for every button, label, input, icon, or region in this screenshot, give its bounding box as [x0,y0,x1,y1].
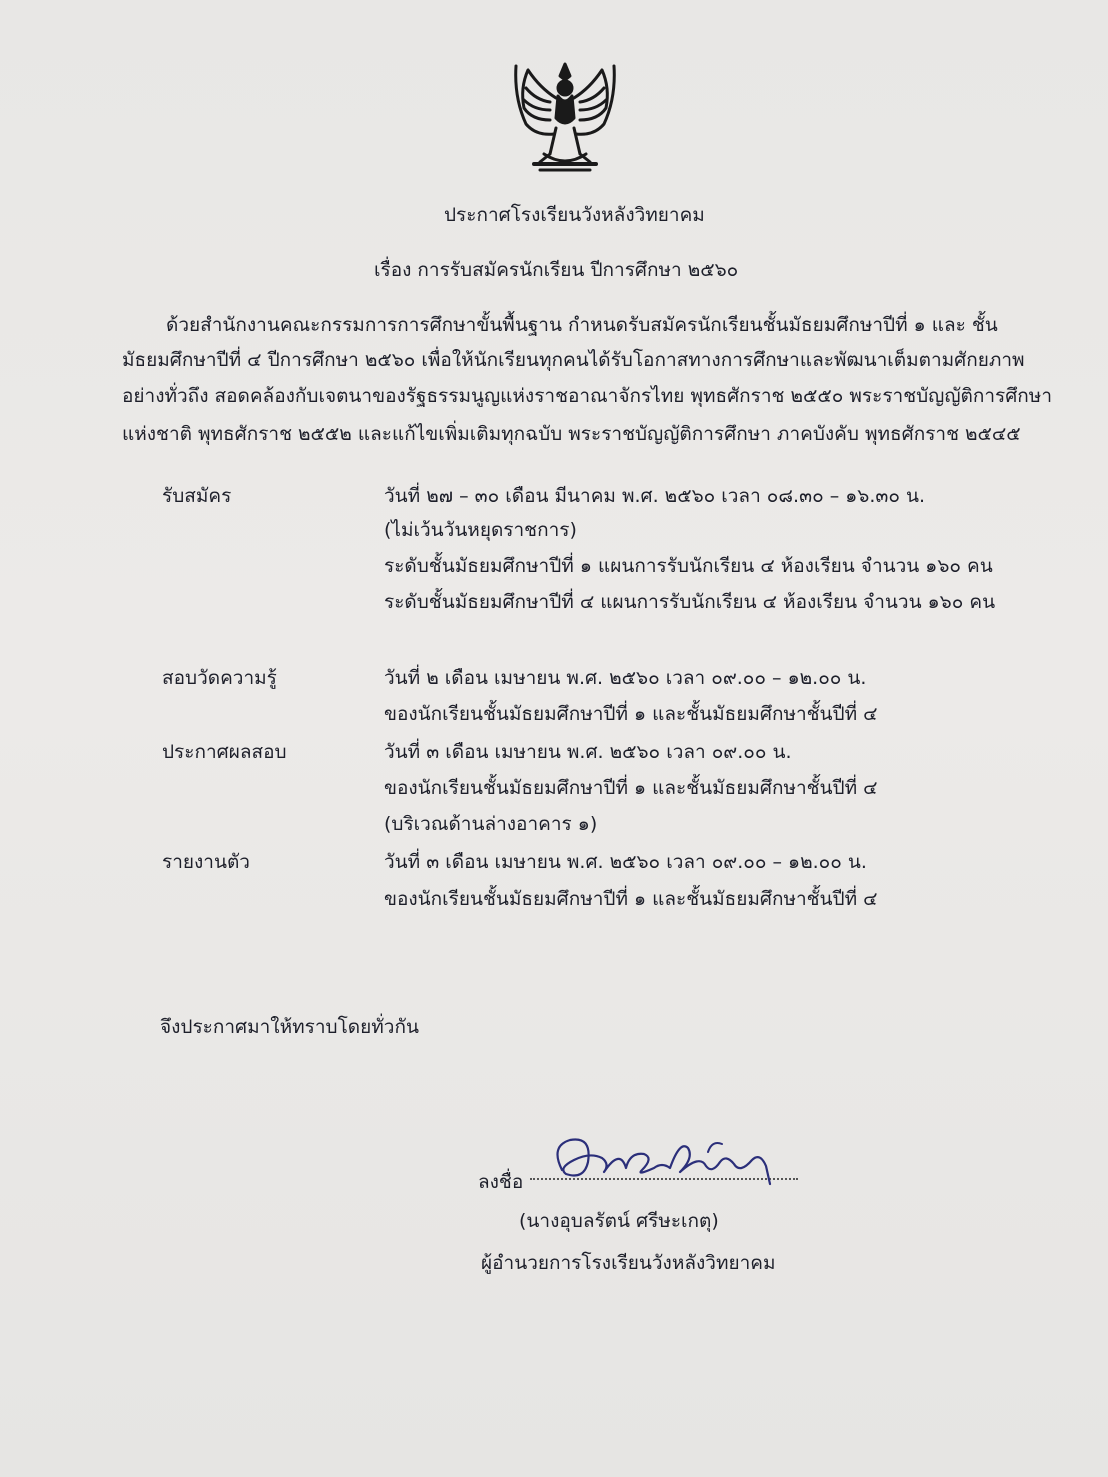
signature-label: ลงชื่อ [478,1171,524,1193]
closing-statement: จึงประกาศมาให้ทราบโดยทั่วกัน [160,1016,419,1038]
body-line: อย่างทั่วถึง สอดคล้องกับเจตนาของรัฐธรรมนูญแห่งราชอาณาจักรไทย พุทธศักราช ๒๕๕๐ พระราชบัญญัติการศึกษา [122,385,1052,407]
body-line: แห่งชาติ พุทธศักราช ๒๕๕๒ และแก้ไขเพิ่มเติมทุกฉบับ พระราชบัญญัติการศึกษา ภาคบังคับ พุทธศักราช ๒๕๔๕ [122,423,1021,445]
schedule-detail: ระดับชั้นมัธยมศึกษาปีที่ ๑ แผนการรับนักเรียน ๔ ห้องเรียน จำนวน ๑๖๐ คน [384,555,993,577]
garuda-emblem-icon [510,58,620,176]
schedule-detail: วันที่ ๓ เดือน เมษายน พ.ศ. ๒๕๖๐ เวลา ๐๙.๐๐ – ๑๒.๐๐ น. [384,851,867,873]
announcement-subject: เรื่อง การรับสมัครนักเรียน ปีการศึกษา ๒๕๖๐ [374,259,739,281]
body-line: ด้วยสำนักงานคณะกรรมการการศึกษาขั้นพื้นฐาน กำหนดรับสมัครนักเรียนชั้นมัธยมศึกษาปีที่ ๑ และ ชั้น [166,314,998,336]
schedule-detail: ของนักเรียนชั้นมัธยมศึกษาปีที่ ๑ และชั้นมัธยมศึกษาชั้นปีที่ ๔ [384,888,878,910]
schedule-detail: (บริเวณด้านล่างอาคาร ๑) [384,813,598,835]
schedule-detail: ระดับชั้นมัธยมศึกษาปีที่ ๔ แผนการรับนักเรียน ๔ ห้องเรียน จำนวน ๑๖๐ คน [384,591,996,613]
handwritten-signature [530,1118,800,1198]
schedule-detail: วันที่ ๓ เดือน เมษายน พ.ศ. ๒๕๖๐ เวลา ๐๙.๐๐ น. [384,741,792,763]
signatory-position: ผู้อำนวยการโรงเรียนวังหลังวิทยาคม [481,1252,776,1274]
body-line: มัธยมศึกษาปีที่ ๔ ปีการศึกษา ๒๕๖๐ เพื่อให้นักเรียนทุกคนได้รับโอกาสทางการศึกษาและพัฒนาเต็มตามศักยภาพ [122,349,1025,371]
schedule-detail: วันที่ ๒๗ – ๓๐ เดือน มีนาคม พ.ศ. ๒๕๖๐ เวลา ๐๘.๓๐ – ๑๖.๓๐ น. [384,485,926,507]
schedule-label-results: ประกาศผลสอบ [162,741,287,763]
schedule-label-registration: รับสมัคร [162,485,232,507]
schedule-label-report: รายงานตัว [162,851,250,873]
schedule-label-exam: สอบวัดความรู้ [162,667,277,689]
schedule-detail: (ไม่เว้นวันหยุดราชการ) [384,519,577,541]
announcement-title: ประกาศโรงเรียนวังหลังวิทยาคม [444,204,705,226]
signatory-name: (นางอุบลรัตน์ ศรีษะเกตุ) [519,1210,719,1232]
schedule-detail: วันที่ ๒ เดือน เมษายน พ.ศ. ๒๕๖๐ เวลา ๐๙.๐๐ – ๑๒.๐๐ น. [384,667,867,689]
schedule-detail: ของนักเรียนชั้นมัธยมศึกษาปีที่ ๑ และชั้นมัธยมศึกษาชั้นปีที่ ๔ [384,703,878,725]
schedule-detail: ของนักเรียนชั้นมัธยมศึกษาปีที่ ๑ และชั้นมัธยมศึกษาชั้นปีที่ ๔ [384,777,878,799]
